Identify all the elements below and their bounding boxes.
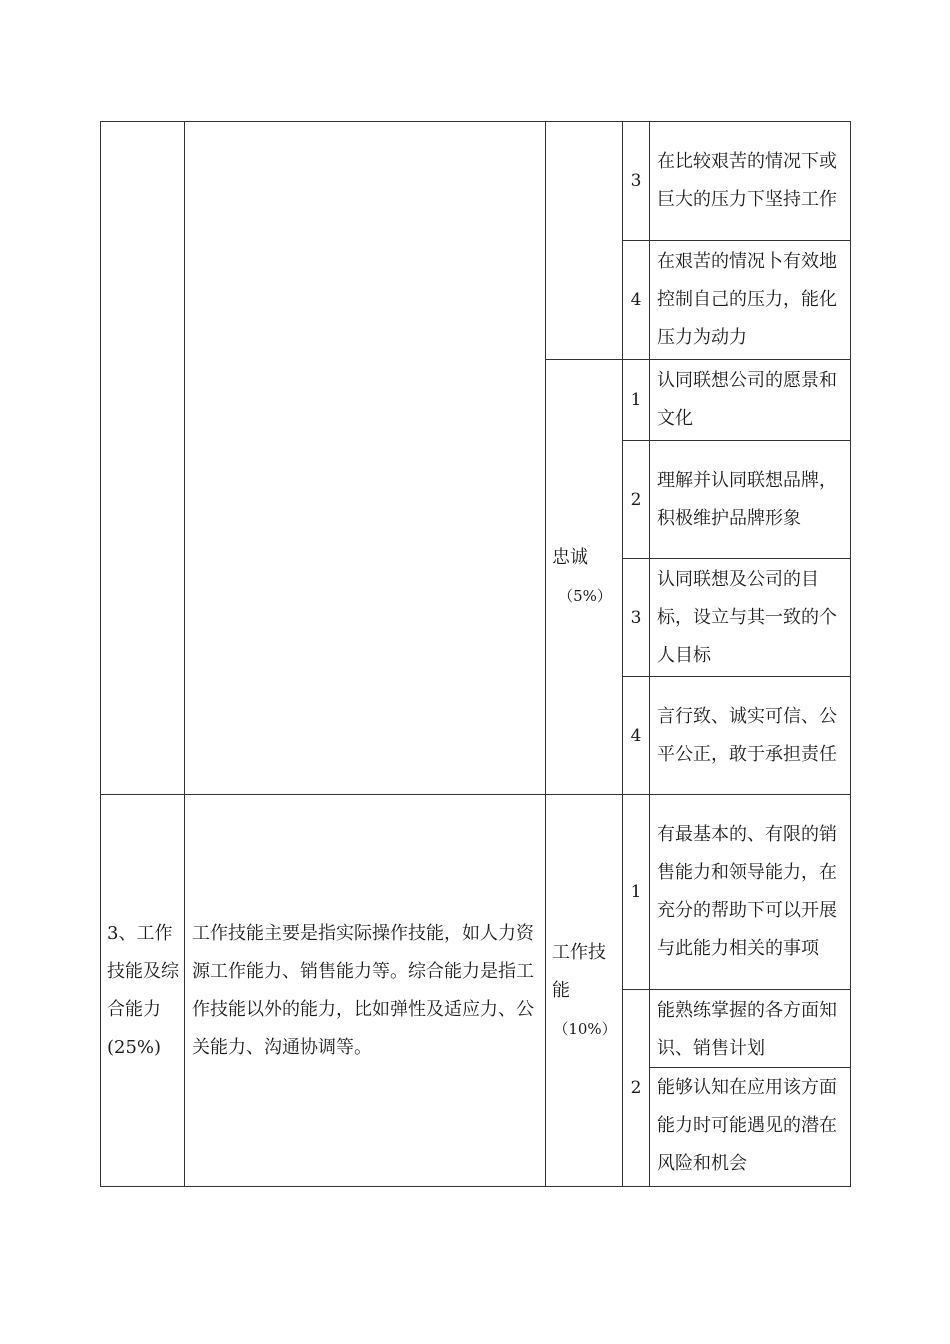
skill-weight: （10%） [553,1019,617,1038]
skill-name: 工作技能 [552,941,606,1001]
level-description: 认同联想公司的愿景和文化 [650,360,851,441]
level-description: 认同联想及公司的目标，设立与其一致的个人目标 [650,559,851,677]
level-description: 在比较艰苦的情况下或巨大的压力下坚持工作 [650,122,851,241]
table-row [101,122,851,241]
level-description: 有最基本的、有限的销售能力和领导能力，在充分的帮助下可以开展与此能力相关的事项 [650,795,851,990]
level-description: 理解并认同联想品牌，积极维护品牌形象 [650,441,851,559]
level-description: 能熟练掌握的各方面知识、销售计划 [650,990,850,1068]
level-number: 3 [623,559,650,677]
level-number: 2 [623,441,650,559]
level-number: 4 [623,677,650,795]
skill-cell [546,795,623,1187]
level-number: 1 [623,360,650,441]
section-description: 工作技能主要是指实际操作技能，如人力资源工作能力、销售能力等。综合能力是指工作技能以外的能力，比如弹性及适应力、公关能力、沟通协调等。 [185,795,546,1187]
section-title: 3、工作技能及综合能力(25%) [101,795,185,1187]
empty-category-cell [101,122,185,795]
level-number: 2 [623,990,650,1187]
level-number: 3 [623,122,650,241]
level-description: 言行致、诚实可信、公平公正，敢于承担责任 [650,677,851,795]
level-description: 在艰苦的情况卜有效地控制自己的压力，能化压力为动力 [650,241,851,360]
evaluation-table [100,121,851,1187]
empty-description-cell [185,122,546,795]
loyalty-name: 忠诚 [552,547,588,568]
empty-subcategory-cell [546,122,623,360]
level-number: 1 [623,795,650,990]
level-description: 能够认知在应用该方面能力时可能遇见的潜在风险和机会 [657,1077,837,1174]
loyalty-cell [546,360,623,795]
level-number: 4 [623,241,650,360]
table-row [101,795,851,990]
loyalty-weight: （5%） [558,587,612,605]
level-description-split [650,990,851,1187]
